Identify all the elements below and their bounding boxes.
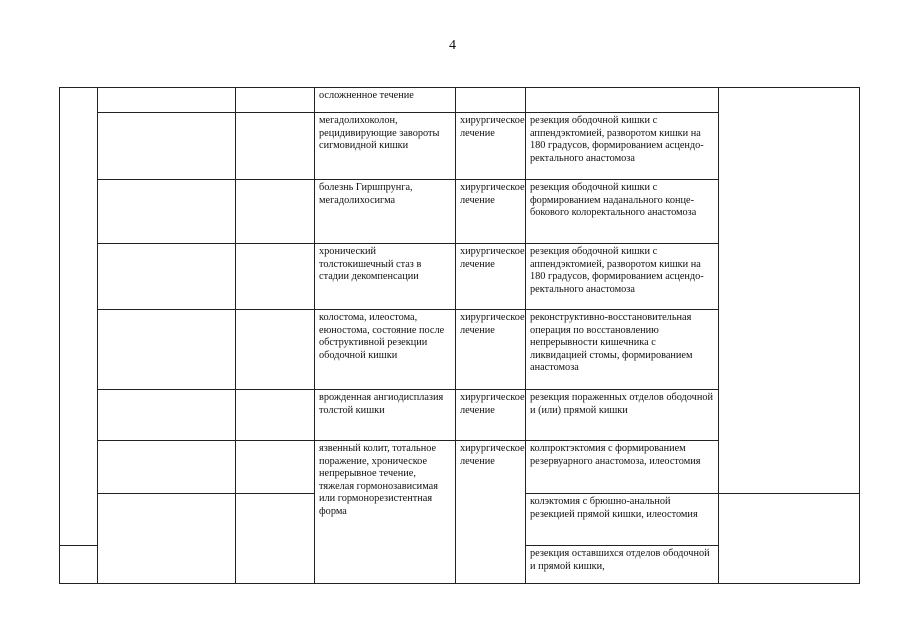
diagnosis-cell: мегадолихоколон, рецидивирующие завороты сигмовидной кишки	[315, 113, 456, 180]
col3-cell	[236, 390, 315, 441]
treatment-cell: хирургическое лечение	[456, 244, 526, 310]
col2-cell	[98, 441, 236, 494]
col3-cell	[236, 88, 315, 113]
method-cell: резекция оставшихся отделов ободочной и прямой кишки,	[526, 546, 719, 584]
method-cell: резекция ободочной кишки с аппендэктомией, разворотом кишки на 180 градусов, формированием асцендо-ректального анастомоза	[526, 244, 719, 310]
col3-cell	[236, 441, 315, 494]
col1-cell	[60, 546, 98, 584]
page-number: 4	[449, 38, 456, 53]
treatment-cell: хирургическое лечение	[456, 310, 526, 390]
col3-cell	[236, 494, 315, 584]
diagnosis-cell: врожденная ангиодисплазия толстой кишки	[315, 390, 456, 441]
col3-cell	[236, 180, 315, 244]
diagnosis-cell: язвенный колит, тотальное поражение, хроническое непрерывное течение, тяжелая гормонозависимая или гормонорезистентная форма	[315, 441, 456, 584]
treatment-cell: хирургическое лечение	[456, 390, 526, 441]
col3-cell	[236, 310, 315, 390]
treatment-cell	[456, 88, 526, 113]
col7-cell	[719, 88, 860, 494]
method-cell: реконструктивно-восстановительная операция по восстановлению непрерывности кишечника с ликвидацией стомы, формированием анастомоза	[526, 310, 719, 390]
diagnosis-cell: хронический толстокишечный стаз в стадии декомпенсации	[315, 244, 456, 310]
col7-cell	[719, 494, 860, 584]
col3-cell	[236, 244, 315, 310]
method-cell: колэктомия с брюшно-анальной резекцией прямой кишки, илеостомия	[526, 494, 719, 546]
method-cell	[526, 88, 719, 113]
col2-cell	[98, 113, 236, 180]
diagnosis-cell: болезнь Гиршпрунга, мегадолихосигма	[315, 180, 456, 244]
col2-cell	[98, 494, 236, 584]
col3-cell	[236, 113, 315, 180]
diagnosis-cell: колостома, илеостома, еюностома, состояние после обструктивной резекции ободочной кишки	[315, 310, 456, 390]
treatment-cell: хирургическое лечение	[456, 441, 526, 584]
col2-cell	[98, 88, 236, 113]
method-cell: колпроктэктомия с формированием резервуарного анастомоза, илеостомия	[526, 441, 719, 494]
col2-cell	[98, 310, 236, 390]
col2-cell	[98, 390, 236, 441]
col2-cell	[98, 180, 236, 244]
method-cell: резекция пораженных отделов ободочной и (или) прямой кишки	[526, 390, 719, 441]
treatment-cell: хирургическое лечение	[456, 180, 526, 244]
col1-cell	[60, 88, 98, 546]
diagnosis-cell: осложненное течение	[315, 88, 456, 113]
col2-cell	[98, 244, 236, 310]
procedures-table	[59, 87, 860, 584]
treatment-cell: хирургическое лечение	[456, 113, 526, 180]
method-cell: резекция ободочной кишки с формированием наданального конце-бокового колоректального анастомоза	[526, 180, 719, 244]
method-cell: резекция ободочной кишки с аппендэктомией, разворотом кишки на 180 градусов, формированием асцендо-ректального анастомоза	[526, 113, 719, 180]
table-row	[60, 88, 860, 113]
